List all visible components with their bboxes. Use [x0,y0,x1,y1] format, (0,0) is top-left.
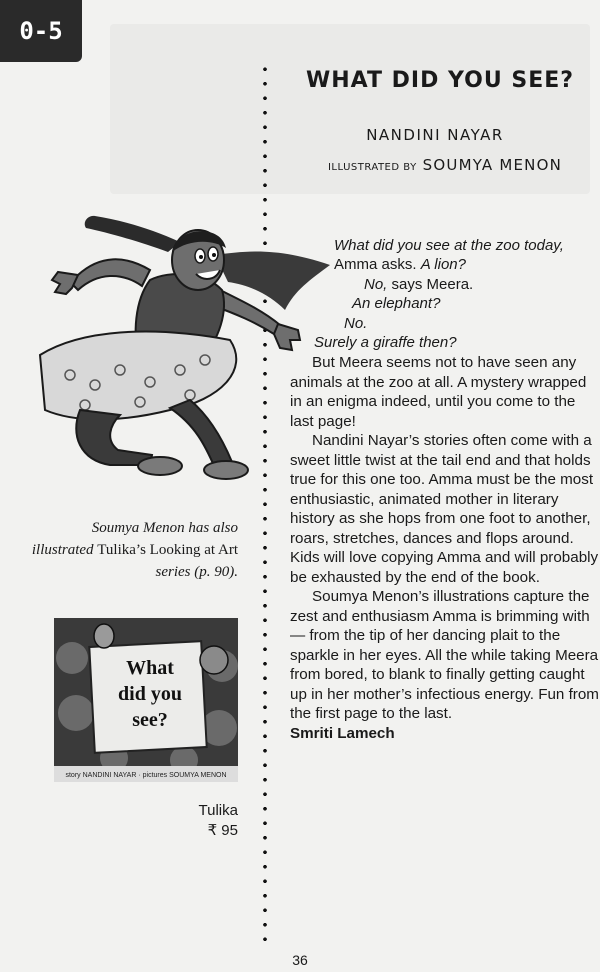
plait [85,216,180,252]
cover-title-line-3: see? [132,709,168,731]
cover-giraffe [94,624,114,648]
poem-line-part: An elephant? [352,295,441,313]
book-cover [54,618,238,782]
caption-part1: Soumya Menon has also illustrated [31,520,238,558]
cover-elephant [200,646,228,674]
illustrator-line [300,156,590,174]
review-text [290,353,600,743]
poem-line-part: What did you see at the zoo today, [334,237,564,254]
poem-line-part: No. [344,314,368,332]
cover-title-line-2: did you [118,683,182,705]
poem-line [290,236,595,255]
page-number: 36 [292,952,308,968]
poem-line-part: Amma asks. [334,256,421,274]
poem-excerpt [290,236,595,352]
poem-line-part: says Meera. [387,275,474,293]
caption-part2: series (p. 90). [155,564,238,580]
illustrated-by-label: ILLUSTRATED BY [327,162,417,173]
age-range-tab: 0-5 [0,0,82,62]
poem-line-part: No, [364,275,388,293]
caption-publisher: Tulika’s [97,542,146,558]
cover-credits: story NANDINI NAYAR · pictures SOUMYA MENON [65,772,227,779]
poem-line [290,333,595,352]
publisher-name: Tulika [198,802,238,819]
poem-line [290,255,595,274]
illustrator-caption [30,517,238,583]
cover-title-line-1: What [126,657,174,679]
reviewer-name: Smriti Lamech [290,724,395,742]
book-title: WHAT DID YOU SEE? [305,68,575,93]
poem-line-part: A lion? [420,256,466,274]
review-paragraph-1: But Meera seems not to have seen any animals at the zoo at all. A mystery wrapped in an enigma indeed, until you come to the last page! [290,354,587,430]
price-value: ₹ 95 [207,822,238,839]
left-arm [70,259,150,290]
price-block [150,801,238,841]
author-name: NANDINI NAYAR [366,126,504,144]
right-leg [170,400,232,468]
illustrator-name: SOUMYA MENON [422,156,563,174]
left-leg [76,410,152,465]
amma-dancing-illustration [0,210,335,500]
right-foot [204,461,248,479]
dotted-divider [262,62,268,942]
left-hand [52,272,78,294]
review-paragraph-2: Nandini Nayar’s stories often come with a sweet little twist at the tail end and that holds true for this one too. Amma must be the most enthusiastic, animated mother in literary history as she hops from one foot to another, roars, stretches, dances and flops around. Kids will love copying Amma and will probably be exhausted by the end of the book. [290,432,599,586]
poem-line [290,294,595,313]
poem-line [290,275,595,294]
poem-line [290,314,595,333]
left-foot [138,457,182,475]
review-paragraph-3: Soumya Menon’s illustrations capture the zest and enthusiasm Amma is brimming with — from the tip of her dancing plait to the sparkle in her eyes. All the while taking Meera from bored, to blank to finally getting caught up in her mother’s infectious energy. Fun from the first page to the last. [290,588,599,722]
poem-line-part: Surely a giraffe then? [314,334,457,352]
caption-series: Looking at Art [149,542,238,558]
